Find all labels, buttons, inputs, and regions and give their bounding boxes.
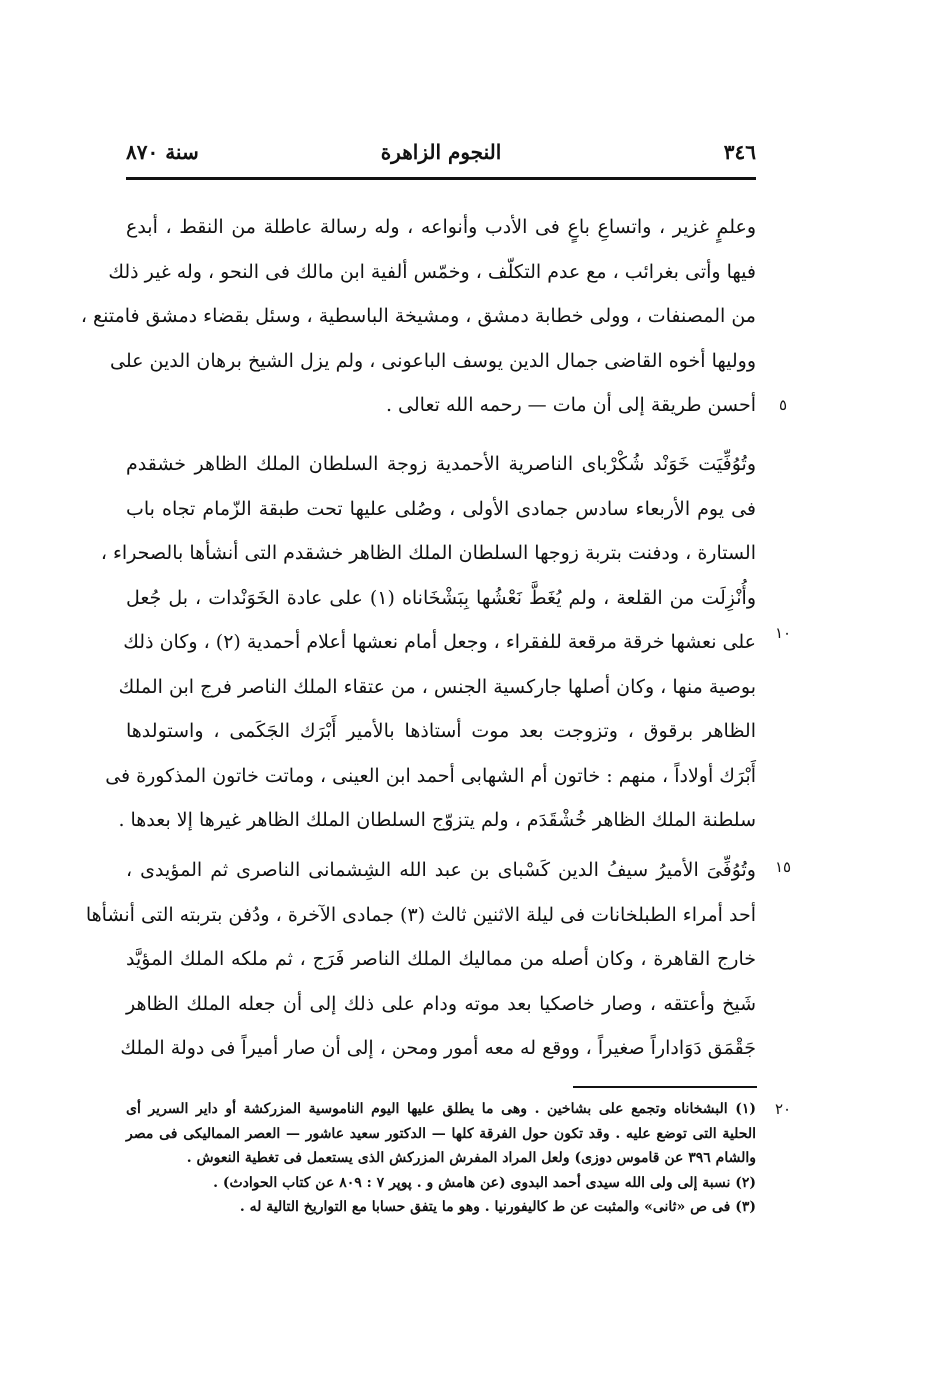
line-number-15: ١٥ [774,858,792,876]
footnotes [126,1097,756,1220]
page-header [126,140,756,176]
book-title: النجوم الزاهرة [380,140,502,164]
line-number-5: ٥ [778,396,788,414]
text-line: من المصنفات ، وولى خطابة دمشق ، ومشيخة الباسطية ، وسئل بقضاء دمشق فامتنع ، [80,305,756,327]
header-rule [126,177,756,180]
text-line: على نعشها خرقة مرقعة للفقراء ، وجعل أمام نعشها أعلام أحمدية (٢) ، وكان ذلك [123,631,756,653]
paragraph-khawand [100,442,757,843]
text-line: وعلمٍ غزير ، واتساعِ باعٍ فى الأدب وأنواعه ، وله رسالة عاطلة من النقط ، أبدع [126,216,756,238]
text-line: شَيخ وأعتقه ، وصار خاصكيا بعد موته ودام على ذلك إلى أن جعله الملك الظاهر [126,992,756,1015]
text-line: الظاهر برقوق ، وتزوجت بعد موت أستاذها بالأمير أَبْرَك الجَكَمى ، واستولدها [126,720,756,742]
footnote-line: (٣) فى ص «ثانى» والمثبت عن ط كاليفورنيا . وهو ما يتفق حسابا مع التواريخ التالية له . [239,1199,756,1215]
paragraph-kasbay [85,848,756,1071]
footnote-line: والشام ٣٩٦ عن قاموس دوزى) ولعل المراد المفرش المزركش الذى يستعمل فى تغطية النعوش . [186,1150,756,1166]
page-number: ٣٤٦ [723,140,756,164]
text-line: فى يوم الأربعاء سادس جمادى الأولى ، وصُلى عليها تحت طبقة الزّمام تجاه باب [126,497,756,520]
footnote-rule [573,1086,757,1088]
text-line: ووليها أخوه القاضى جمال الدين يوسف الباعونى ، ولم يزل الشيخ برهان الدين على [110,349,756,372]
text-line: فيها وأتى بغرائب ، مع عدم التكلّف ، وخمّس ألفية ابن مالك فى النحو ، وله غير ذلك [108,260,756,283]
text-line: بوصية منها ، وكان أصلها جاركسية الجنس ، من عتقاء الملك الناصر فرج ابن الملك [118,675,756,698]
text-line: أحد أمراء الطبلخانات فى ليلة الاثنين ثالث (٣) جمادى الآخرة ، ودُفن بتربته التى أنشأها [85,903,756,926]
line-number-20: ٢٠ [774,1100,792,1118]
footnote-line: (٢) نسبة إلى ولى الله سيدى أحمد البدوى (عن هامش و . پوپر ٧ : ٨٠٩ عن كتاب الحوادث) . [213,1174,756,1191]
text-line: خارج القاهرة ، وكان أصله من مماليك الملك الناصر فَرَج ، ثم ملكه الملك المؤيَّد [126,948,756,970]
footnote-line: الحلية التى توضع عليه . وقد تكون حول الفرقة كلها — الدكتور سعيد عاشور — العصر المماليكى فى مصر [126,1125,756,1142]
text-line: سلطنة الملك الظاهر خُشْقَدَم ، ولم يتزوّج السلطان الملك الظاهر غيرها إلا بعدها . [118,809,756,831]
text-line: وتُوُفِّيَت خَوَنْد شُكْرْباى الناصرية الأحمدية زوجة السلطان الملك الظاهر خشقدم [126,453,756,475]
paragraph-scholar [80,205,756,428]
footnote-line: (١) البشخاناه وتجمع على بشاخين . وهى ما يطلق عليها اليوم الناموسية المزركشة أو داير السرير أى [126,1101,756,1117]
text-line: أحسن طريقة إلى أن مات — رحمه الله تعالى . [385,394,756,416]
line-number-10: ١٠ [774,624,792,642]
year-label: سنة ٨٧٠ [126,140,199,164]
text-line: أَبْرَك أولاداً ، منهم : خاتون أم الشهابى أحمد ابن العينى ، وماتت خاتون المذكورة فى [105,764,756,787]
text-line: وتُوُفِّىَ الأميرُ سيفُ الدين كَسْباى بن عبد الله الشِشمانى الناصرى ثم المؤيدى ، [126,859,756,881]
text-line: الستارة ، ودفنت بتربة زوجها السلطان الملك الظاهر خشقدم التى أنشأها بالصحراء ، [100,542,756,564]
text-line: وأُنْزِلَت من القلعة ، ولم يُغَطَّ نَعْشُها بِبَشْخَاناه (١) على عادة الخَوَنْدات ، بل جُعل [126,586,757,609]
text-line: جَقْمَق دَوَاداراً صغيراً ، ووقع له معه أمور ومحن ، إلى أن صار أميراً فى دولة الملك [120,1037,756,1059]
